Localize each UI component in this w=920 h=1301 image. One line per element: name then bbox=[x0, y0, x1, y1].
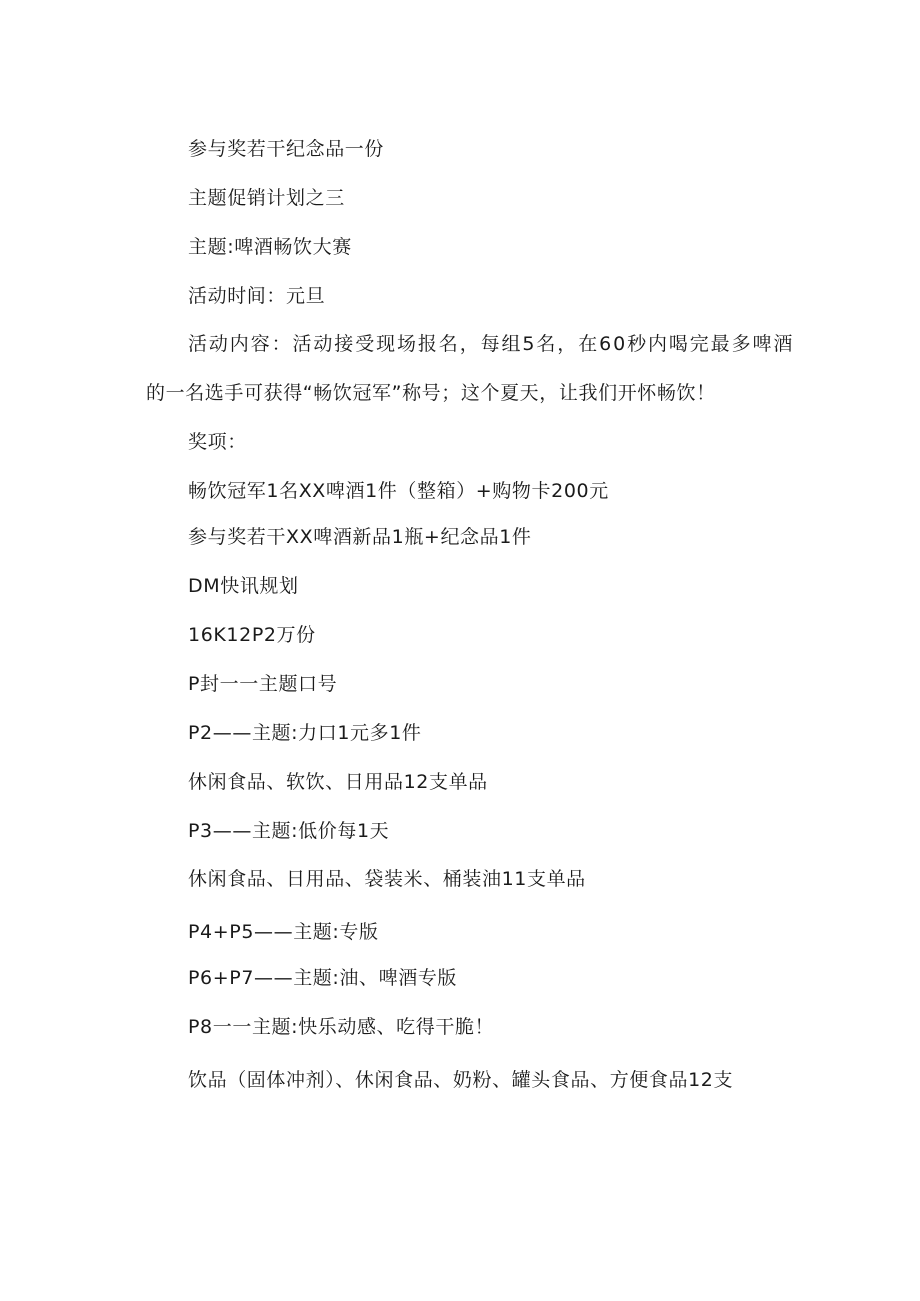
text-line: 畅饮冠军1名XX啤酒1件（整箱）+购物卡200元 bbox=[188, 480, 609, 502]
text-line: 主题:啤酒畅饮大赛 bbox=[188, 236, 352, 258]
text-line: 的一名选手可获得“畅饮冠军”称号；这个夏天，让我们开怀畅饮！ bbox=[146, 382, 716, 404]
text-line: 奖项： bbox=[188, 431, 247, 453]
text-line: P4+P5——主题:专版 bbox=[188, 921, 379, 943]
text-line: P3——主题:低价每1天 bbox=[188, 820, 390, 842]
section-heading: DM快讯规划 bbox=[188, 575, 299, 597]
text-line: 参与奖若干纪念品一份 bbox=[188, 138, 385, 160]
text-line: P8一一主题:快乐动感、吃得干脆！ bbox=[188, 1016, 495, 1038]
text-line: 饮品（固体冲剂）、休闲食品、奶粉、罐头食品、方便食品12支 bbox=[188, 1069, 734, 1091]
text-line: 活动时间：元旦 bbox=[188, 285, 326, 307]
text-line: 16K12P2万份 bbox=[188, 624, 316, 646]
text-line: 参与奖若干XX啤酒新品1瓶+纪念品1件 bbox=[188, 526, 532, 548]
text-line: P6+P7——主题:油、啤酒专版 bbox=[188, 967, 458, 989]
text-line: 休闲食品、软饮、日用品12支单品 bbox=[188, 771, 488, 793]
text-line: P封一一主题口号 bbox=[188, 673, 338, 695]
text-line: 主题促销计划之三 bbox=[188, 187, 345, 209]
text-line: P2——主题:力口1元多1件 bbox=[188, 722, 422, 744]
text-line: 活动内容：活动接受现场报名，每组5名，在60秒内喝完最多啤酒 bbox=[188, 333, 795, 355]
text-line: 休闲食品、日用品、袋装米、桶装油11支单品 bbox=[188, 868, 586, 890]
